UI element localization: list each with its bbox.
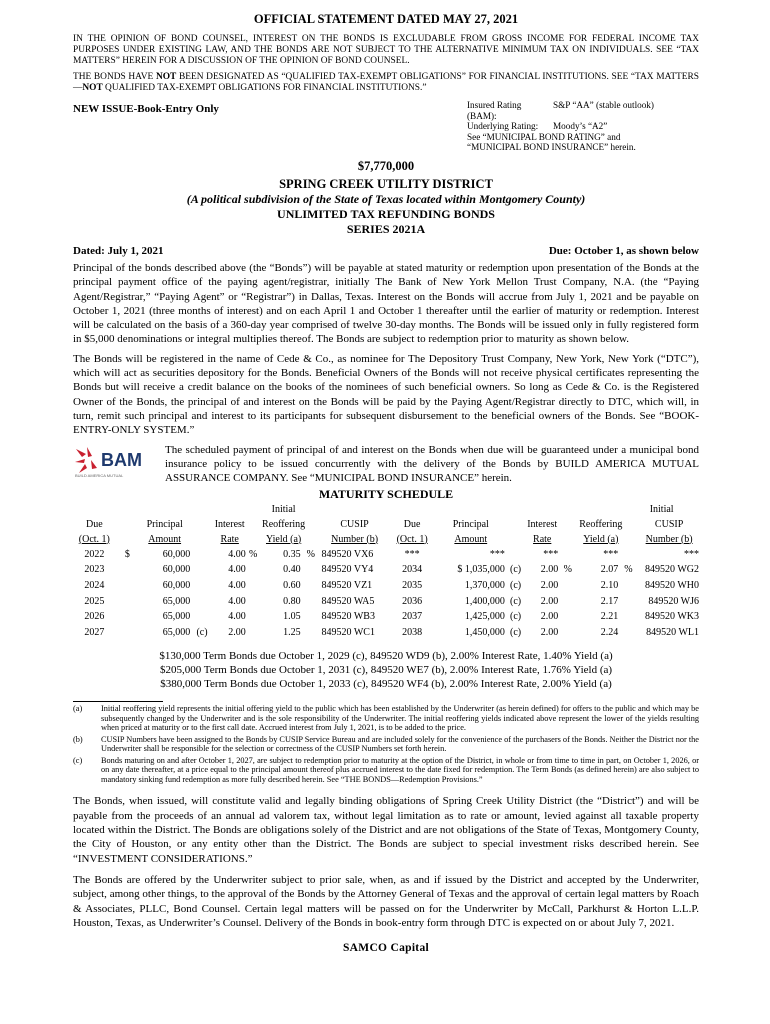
insured-rating-label: Insured Rating (BAM): [467,100,522,121]
table-cell: 2.00 [540,626,559,638]
table-cell: 2027 [84,626,105,638]
table-cell: 4.00 [228,611,246,623]
table-row [73,578,699,594]
official-statement-page [73,10,699,954]
maturity-schedule-table [73,502,699,641]
table-header-row-1 [73,502,699,517]
table-cell [246,578,261,594]
table-cell: 2037 [402,611,423,623]
table-cell: *** [603,548,619,560]
rating-block [467,100,699,153]
table-cell [307,609,322,625]
table-cell: 60,000 [162,548,191,560]
table-cell: $ 1,035,000 [457,564,505,576]
bond-insurance-block [73,443,699,485]
table-cell [246,609,261,625]
header-yield: Yield (a) [265,533,302,545]
header-rate: Rate [220,533,239,545]
table-cell: (c) [509,580,522,592]
footnote-b: (b) CUSIP Numbers have been assigned to the Bonds by CUSIP Service Bureau and are included solely for the convenience of the purchasers of the Bonds. Neither the District nor the Underwriter shall be responsible for the selection or correctness of the CUSIP Numbers set forth herein. [73,734,699,754]
table-cell [190,609,213,625]
table-cell: 849520 VX6 [321,548,374,560]
header-principal: Principal [146,518,183,530]
header-reoffering: Reoffering [262,518,306,530]
table-cell [116,593,139,609]
table-cell: 1.25 [283,626,301,638]
term-bond-line: $130,000 Term Bonds due October 1, 2029 (c), 849520 WD9 (b), 2.00% Interest Rate, 1.40% Yield (a) [159,650,613,663]
table-cell: 4.00 [228,595,246,607]
table-cell: 0.35 [283,548,301,560]
table-cell: 2.00 [540,595,559,607]
table-cell: 849520 VZ1 [321,580,373,592]
table-cell: 2034 [402,564,423,576]
due-date: Due: October 1, as shown below [548,244,699,257]
table-cell [190,578,213,594]
header-amount: Amount [148,533,182,545]
table-cell [624,625,639,641]
header-principal-right: Principal [452,518,489,530]
paragraph-offering: The Bonds are offered by the Underwriter subject to prior sale, when, as and if issued by the District and accepted by the Underwriter, subject, among other things, to the approval of the Bonds by the Attorney General of Texas and the approval of certain legal matters by Roach & Associates, PLLC, Bond Counsel. Certain legal matters will be passed on for the Underwriter by McCall, Parkhurst & Horton L.L.P. Houston, Texas, as Underwriter’s Counsel. Delivery of the Bonds in book-entry form through DTC is expected on or about July 7, 2021. [73,873,699,929]
table-cell: 849520 WL1 [646,626,699,638]
header-interest: Interest [214,518,245,530]
header-yield-right: Yield (a) [583,533,619,545]
table-cell: 0.80 [283,595,301,607]
table-cell [116,609,139,625]
table-cell: % [306,548,315,560]
bam-wordmark: BAM [101,449,142,470]
table-cell: (c) [509,564,522,576]
bond-name: UNLIMITED TAX REFUNDING BONDS [277,206,495,221]
table-cell: 0.60 [283,580,301,592]
table-cell [116,578,139,594]
dated-due-row [73,245,699,257]
header-due-right: Due [403,518,421,530]
header-cusip-right: CUSIP [654,518,684,530]
bam-tagline: BUILD AMERICA MUTUAL [75,472,124,478]
table-cell: 4.00 [228,580,246,592]
paragraph-principal: Principal of the bonds described above (the “Bonds”) will be payable at stated maturity or redemption upon presentation of the Bonds at the principal payment office of the paying agent/registrar, initially The Bank of New York Mellon Trust Company, N.A. (the “Paying Agent/Registrar,” “Paying Agent” or “Registrar”) in Dallas, Texas. Interest on the Bonds will accrue from July 1, 2021 and be payable on October 1, 2021 (three months of interest) and on each April 1 and October 1 thereafter until the earlier of maturity or redemption. Interest will be calculated on the basis of a 360-day year comprised of twelve 30-day months. The Bonds will be issued only in fully registered form in $5,000 denominations or integral multiplies thereof. The Bonds are subject to redemption prior to maturity as shown below. [73,261,699,346]
header-number-right: Number (b) [645,533,693,545]
issuer-description: (A political subdivision of the State of Texas located within Montgomery County) [186,191,586,206]
table-cell: 2.00 [540,580,559,592]
table-cell [624,593,639,609]
table-cell: 2.00 [228,626,246,638]
table-cell: *** [404,548,420,560]
table-cell: % [563,564,572,576]
insured-rating-value: S&P “AA” (stable outlook) [553,100,654,110]
table-cell: 849520 WB3 [321,611,375,623]
maturity-rows [73,547,699,641]
table-cell: (c) [509,595,522,607]
bond-insurance-text: The scheduled payment of principal of and interest on the Bonds when due will be guaranteed under a municipal bond insurance policy to be issued concurrently with the delivery of the Bonds by BUILD AMERICA MUTUAL ASSURANCE COMPANY. See “MUNICIPAL BOND INSURANCE” herein. [165,443,699,484]
offering-amount: $7,770,000 [357,158,415,173]
table-row [73,625,699,641]
table-cell: 849520 WC1 [321,626,375,638]
table-cell [307,578,322,594]
table-cell [116,625,139,641]
header-oct: (Oct. 1) [78,533,110,545]
header-initial-left: Initial [271,503,296,515]
table-cell [558,625,577,641]
table-cell: 65,000 [162,611,191,623]
table-cell: 849520 WH0 [645,580,699,592]
table-cell: 2022 [84,548,105,560]
table-row [73,547,699,563]
table-cell: 2.07 [600,564,619,576]
qualified-tax-exempt-notice: THE BONDS HAVE NOT BEEN DESIGNATED AS “QUALIFIED TAX-EXEMPT OBLIGATIONS” FOR FINANCIAL INSTITUTIONS. SEE “TAX MATTERS—NOT QUALIFIED TAX-EXEMPT OBLIGATIONS FOR FINANCIAL INSTITUTIONS.” [73,72,699,93]
table-cell: 2.24 [600,626,619,638]
table-cell: 849520 VY4 [321,564,374,576]
underlying-rating-label: Underlying Rating: [467,121,539,132]
term-bonds [73,650,699,691]
table-cell [246,562,261,578]
table-cell: 1,400,000 [464,595,505,607]
table-cell: 1.05 [283,611,301,623]
table-cell: (c) [509,611,522,623]
table-cell: 65,000 [162,595,191,607]
table-cell: 849520 WJ6 [648,595,699,607]
table-cell: 2.00 [540,564,559,576]
table-cell: 2036 [402,595,423,607]
bam-logo [73,443,165,485]
table-cell [116,562,139,578]
table-cell [505,547,526,563]
table-cell: 65,000 [162,626,191,638]
underlying-rating-value: Moody’s “A2” [553,121,608,132]
table-cell [558,593,577,609]
table-cell: 849520 WG2 [645,564,699,576]
table-cell: *** [684,548,699,560]
header-oct-right: (Oct. 1) [396,533,428,545]
header-interest-right: Interest [527,518,558,530]
document-title: OFFICIAL STATEMENT DATED MAY 27, 2021 [253,12,519,26]
header-number: Number (b) [331,533,379,545]
paragraph-obligations: The Bonds, when issued, will constitute valid and legally binding obligations of Spring Creek Utility District (the “District”) and will be payable from the proceeds of an annual ad valorem tax, without legal limitation as to rate or amount, levied against all taxable property located within the District. The Bonds are obligations solely of the District and are not obligations of the State of Texas, Montgomery County, the City of Houston, or any entity other than the District. The Bonds are subject to special investment risks described herein. See “INVESTMENT CONSIDERATIONS.” [73,795,699,865]
table-row [73,562,699,578]
table-cell: 1,450,000 [464,626,505,638]
table-cell [624,547,639,563]
table-cell: 1,425,000 [464,611,505,623]
table-cell: 2023 [84,564,105,576]
dated-date: Dated: July 1, 2021 [73,244,164,257]
header-cusip: CUSIP [340,518,369,530]
footnote-divider [73,701,163,702]
bond-series: SERIES 2021A [346,221,426,236]
table-cell [246,625,261,641]
table-cell [246,593,261,609]
table-cell: % [624,564,633,576]
table-cell [624,578,639,594]
table-cell [624,609,639,625]
table-cell [558,547,577,563]
table-cell: 2.21 [600,611,619,623]
table-cell: % [248,548,258,560]
new-issue-row [73,100,699,153]
table-cell: 2038 [402,626,423,638]
table-cell: 4.00 [228,564,246,576]
table-cell: 849520 WK3 [645,611,699,623]
table-cell: 2024 [84,580,105,592]
table-row [73,593,699,609]
table-cell: 0.40 [283,564,301,576]
table-cell [558,578,577,594]
table-cell: *** [543,548,559,560]
table-cell: 2025 [84,595,105,607]
issuer-name: SPRING CREEK UTILITY DISTRICT [279,176,493,191]
footnote-c: (c) Bonds maturing on and after October 1, 2027, are subject to redemption prior to maturity at the option of the District, in whole or from time to time in part, on October 1, 2026, or on any date thereafter, at a price equal to the principal amount thereof plus accrued interest to the date fixed for redemption. The Term Bonds (as defined herein) are also subject to mandatory sinking fund redemption as more fully described herein. See “THE BONDS—Redemption Provisions.” [73,755,699,784]
table-cell: 2.10 [600,580,619,592]
table-header-row-3 [73,532,699,547]
table-cell [190,562,213,578]
table-cell: *** [489,548,505,560]
table-cell [558,609,577,625]
header-due: Due [85,518,103,530]
table-cell [307,593,322,609]
rating-see-line-1: See “MUNICIPAL BOND RATING” and [467,131,621,142]
table-cell [307,625,322,641]
table-cell: 60,000 [162,580,191,592]
table-cell [307,562,322,578]
term-bond-line: $205,000 Term Bonds due October 1, 2031 (c), 849520 WE7 (b), 2.00% Interest Rate, 1.76% Yield (a) [159,663,613,676]
table-cell: 60,000 [162,564,191,576]
table-cell: 2.00 [540,611,559,623]
new-issue-label: NEW ISSUE-Book-Entry Only [73,103,219,115]
paragraph-registration: The Bonds will be registered in the name of Cede & Co., as nominee for The Depository Trust Company, New York, New York (“DTC”), which will act as securities depository for the Bonds. Beneficial Owners of the Bonds will not receive physical certificates representing the Bonds but will receive a credit balance on the books of the nominees of such beneficial owners. So long as Cede & Co. is the Registered Owner of the Bonds, the principal of and interest on the Bonds will be paid by the Paying Agent/Registrar directly to DTC, which will, in turn, remit such principal and interest to its participants for subsequent disbursement to the beneficial owners of the Bonds. See “BOOK-ENTRY-ONLY SYSTEM.” [73,352,699,437]
tax-opinion-notice: IN THE OPINION OF BOND COUNSEL, INTEREST ON THE BONDS IS EXCLUDABLE FROM GROSS INCOME FOR FEDERAL INCOME TAX PURPOSES UNDER EXISTING LAW, AND THE BONDS ARE NOT SUBJECT TO THE ALTERNATIVE MINIMUM TAX ON INDIVIDUALS. SEE “TAX MATTERS” HEREIN FOR A DISCUSSION OF THE OPINION OF BOND COUNSEL. [73,34,699,66]
table-row [73,609,699,625]
header-reoffering-right: Reoffering [579,518,623,530]
table-cell: (c) [509,626,522,638]
table-cell: 1,370,000 [464,580,505,592]
underwriter-name: SAMCO Capital [342,942,429,955]
table-cell: 2035 [402,580,423,592]
header-initial-right: Initial [649,503,674,515]
table-cell: 4.00 [228,548,246,560]
table-cell [190,593,213,609]
term-bond-line: $380,000 Term Bonds due October 1, 2033 (c), 849520 WF4 (b), 2.00% Interest Rate, 2.00% Yield (a) [160,677,612,690]
table-header-row-2 [73,517,699,532]
bam-star-logo-icon [73,443,157,479]
table-cell: 849520 WA5 [321,595,375,607]
table-cell: (c) [196,626,208,638]
table-cell: 2.17 [600,595,619,607]
maturity-schedule-title: MATURITY SCHEDULE [318,486,454,501]
footnote-a: (a) Initial reoffering yield represents the initial offering yield to the public which has been established by the Underwriter (as herein defined) for offers to the public and which may be subsequently changed by the Underwriter and is the sole responsibility of the Underwriter. The initial reoffering yields indicated above represent the lower of the yields resulting when priced at maturity or to the first call date. Accrued interest from July 1, 2021, is to be added to the price. [73,704,699,733]
rating-see-line-2: “MUNICIPAL BOND INSURANCE” herein. [467,142,636,153]
table-cell [190,547,213,563]
header-amount-right: Amount [454,533,488,545]
header-rate-right: Rate [533,533,552,545]
table-cell: $ [124,548,130,560]
table-cell: 2026 [84,611,105,623]
